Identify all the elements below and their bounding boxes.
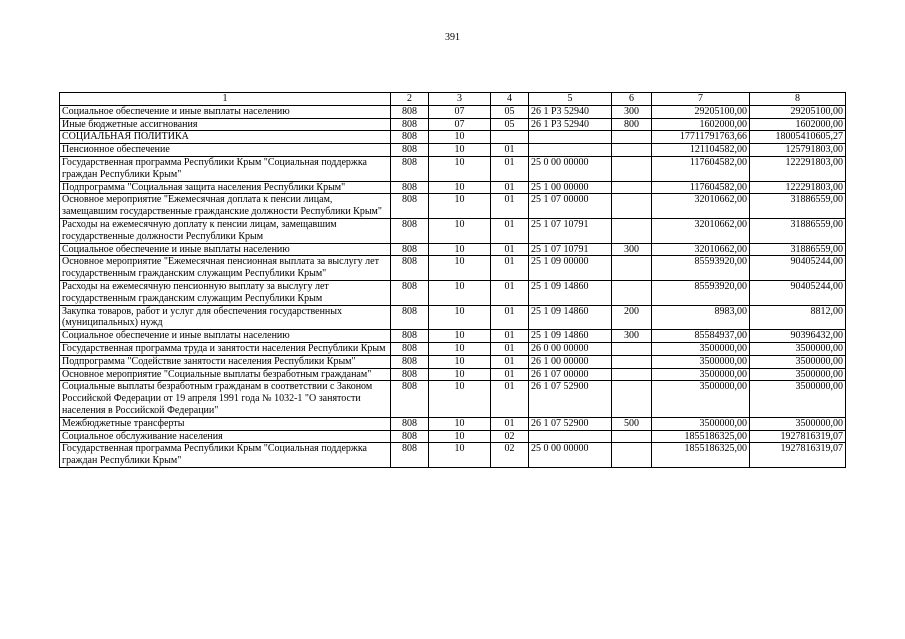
target-article-code (529, 131, 612, 144)
amount-col8: 18005410605,27 (750, 131, 846, 144)
amount-col7: 3500000,00 (652, 342, 750, 355)
subsection-code: 01 (491, 381, 529, 417)
table-row (60, 368, 846, 381)
amount-col8: 8812,00 (750, 305, 846, 330)
subsection-code: 05 (491, 118, 529, 131)
target-article-code: 26 1 00 00000 (529, 355, 612, 368)
subsection-code: 01 (491, 368, 529, 381)
target-article-code: 25 1 07 10791 (529, 218, 612, 243)
row-name: Расходы на ежемесячную пенсионную выплату за выслугу лет государственным гражданским служащим Республики Крым (60, 280, 391, 305)
table-row (60, 280, 846, 305)
amount-col7: 3500000,00 (652, 417, 750, 430)
amount-col7: 85584937,00 (652, 330, 750, 343)
admin-code: 808 (391, 355, 429, 368)
row-name: Пенсионное обеспечение (60, 144, 391, 157)
subsection-code: 01 (491, 280, 529, 305)
amount-col8: 3500000,00 (750, 342, 846, 355)
header-cell-8: 8 (750, 93, 846, 106)
amount-col7: 85593920,00 (652, 256, 750, 281)
subsection-code: 01 (491, 144, 529, 157)
section-code: 10 (429, 144, 491, 157)
table-row (60, 443, 846, 468)
table-row (60, 131, 846, 144)
expense-type-code (612, 181, 652, 194)
target-article-code: 26 1 Р3 52940 (529, 105, 612, 118)
section-code: 10 (429, 181, 491, 194)
section-code: 10 (429, 243, 491, 256)
admin-code: 808 (391, 256, 429, 281)
table-row (60, 144, 846, 157)
subsection-code: 01 (491, 156, 529, 181)
admin-code: 808 (391, 181, 429, 194)
admin-code: 808 (391, 218, 429, 243)
admin-code: 808 (391, 131, 429, 144)
admin-code: 808 (391, 430, 429, 443)
subsection-code: 01 (491, 355, 529, 368)
admin-code: 808 (391, 194, 429, 219)
row-name: Иные бюджетные ассигнования (60, 118, 391, 131)
budget-table (59, 92, 846, 468)
table-row (60, 342, 846, 355)
amount-col7: 3500000,00 (652, 368, 750, 381)
amount-col7: 3500000,00 (652, 381, 750, 417)
target-article-code: 26 0 00 00000 (529, 342, 612, 355)
row-name: Подпрограмма "Социальная защита населения Республики Крым" (60, 181, 391, 194)
target-article-code: 26 1 07 00000 (529, 368, 612, 381)
row-name: Расходы на ежемесячную доплату к пенсии лицам, замещавшим государственные должности Республики Крым (60, 218, 391, 243)
amount-col7: 3500000,00 (652, 355, 750, 368)
expense-type-code (612, 342, 652, 355)
row-name: Закупка товаров, работ и услуг для обеспечения государственных (муниципальных) нужд (60, 305, 391, 330)
expense-type-code (612, 443, 652, 468)
subsection-code: 01 (491, 243, 529, 256)
admin-code: 808 (391, 305, 429, 330)
page-number: 391 (445, 32, 460, 43)
header-cell-2: 2 (391, 93, 429, 106)
expense-type-code (612, 430, 652, 443)
subsection-code: 02 (491, 430, 529, 443)
expense-type-code: 300 (612, 105, 652, 118)
table-row (60, 330, 846, 343)
row-name: Социальное обслуживание населения (60, 430, 391, 443)
expense-type-code (612, 194, 652, 219)
amount-col8: 122291803,00 (750, 156, 846, 181)
target-article-code: 25 0 00 00000 (529, 156, 612, 181)
expense-type-code: 300 (612, 330, 652, 343)
expense-type-code: 500 (612, 417, 652, 430)
section-code: 10 (429, 368, 491, 381)
header-cell-6: 6 (612, 93, 652, 106)
row-name: Государственная программа Республики Крым "Социальная поддержка граждан Республики Крым" (60, 156, 391, 181)
amount-col8: 31886559,00 (750, 194, 846, 219)
amount-col7: 17711791763,66 (652, 131, 750, 144)
amount-col7: 85593920,00 (652, 280, 750, 305)
row-name: СОЦИАЛЬНАЯ ПОЛИТИКА (60, 131, 391, 144)
subsection-code: 01 (491, 256, 529, 281)
target-article-code (529, 144, 612, 157)
admin-code: 808 (391, 243, 429, 256)
row-name: Основное мероприятие "Социальные выплаты безработным гражданам" (60, 368, 391, 381)
admin-code: 808 (391, 144, 429, 157)
amount-col8: 125791803,00 (750, 144, 846, 157)
target-article-code: 26 1 07 52900 (529, 417, 612, 430)
amount-col8: 29205100,00 (750, 105, 846, 118)
expense-type-code (612, 156, 652, 181)
amount-col7: 1602000,00 (652, 118, 750, 131)
table-row (60, 118, 846, 131)
table-row (60, 105, 846, 118)
header-cell-1: 1 (60, 93, 391, 106)
target-article-code: 25 1 09 00000 (529, 256, 612, 281)
amount-col8: 3500000,00 (750, 381, 846, 417)
subsection-code: 01 (491, 305, 529, 330)
expense-type-code (612, 218, 652, 243)
row-name: Подпрограмма "Содействие занятости населения Республики Крым" (60, 355, 391, 368)
amount-col8: 1927816319,07 (750, 430, 846, 443)
header-cell-3: 3 (429, 93, 491, 106)
header-cell-4: 4 (491, 93, 529, 106)
amount-col8: 90405244,00 (750, 280, 846, 305)
amount-col8: 1602000,00 (750, 118, 846, 131)
amount-col7: 1855186325,00 (652, 443, 750, 468)
table-row (60, 355, 846, 368)
amount-col8: 31886559,00 (750, 243, 846, 256)
target-article-code: 26 1 Р3 52940 (529, 118, 612, 131)
table-header-row (60, 93, 846, 106)
expense-type-code (612, 280, 652, 305)
admin-code: 808 (391, 330, 429, 343)
target-article-code: 25 1 07 00000 (529, 194, 612, 219)
expense-type-code (612, 355, 652, 368)
section-code: 10 (429, 131, 491, 144)
amount-col7: 1855186325,00 (652, 430, 750, 443)
expense-type-code (612, 131, 652, 144)
subsection-code: 01 (491, 330, 529, 343)
amount-col7: 32010662,00 (652, 243, 750, 256)
expense-type-code: 200 (612, 305, 652, 330)
amount-col7: 32010662,00 (652, 194, 750, 219)
admin-code: 808 (391, 368, 429, 381)
expense-type-code (612, 381, 652, 417)
table-row (60, 218, 846, 243)
amount-col8: 122291803,00 (750, 181, 846, 194)
table-row (60, 430, 846, 443)
admin-code: 808 (391, 105, 429, 118)
section-code: 10 (429, 417, 491, 430)
row-name: Государственная программа Республики Крым "Социальная поддержка граждан Республики Крым" (60, 443, 391, 468)
table-row (60, 256, 846, 281)
amount-col7: 8983,00 (652, 305, 750, 330)
row-name: Социальные выплаты безработным гражданам в соответствии с Законом Российской Федерации от 19 апреля 1991 года № 1032-1 "О занятости населения в Российской Федерации" (60, 381, 391, 417)
amount-col8: 1927816319,07 (750, 443, 846, 468)
target-article-code: 25 1 09 14860 (529, 280, 612, 305)
table-row (60, 156, 846, 181)
target-article-code (529, 430, 612, 443)
section-code: 10 (429, 218, 491, 243)
target-article-code: 25 1 09 14860 (529, 305, 612, 330)
row-name: Межбюджетные трансферты (60, 417, 391, 430)
table-row (60, 381, 846, 417)
row-name: Основное мероприятие "Ежемесячная пенсионная выплата за выслугу лет государственным гражданским служащим Республики Крым" (60, 256, 391, 281)
subsection-code: 01 (491, 417, 529, 430)
expense-type-code (612, 144, 652, 157)
target-article-code: 25 1 00 00000 (529, 181, 612, 194)
section-code: 10 (429, 443, 491, 468)
row-name: Социальное обеспечение и иные выплаты населению (60, 243, 391, 256)
subsection-code: 01 (491, 194, 529, 219)
amount-col8: 31886559,00 (750, 218, 846, 243)
table-row (60, 181, 846, 194)
admin-code: 808 (391, 156, 429, 181)
row-name: Социальное обеспечение и иные выплаты населению (60, 105, 391, 118)
subsection-code: 02 (491, 443, 529, 468)
section-code: 10 (429, 280, 491, 305)
section-code: 10 (429, 305, 491, 330)
expense-type-code: 800 (612, 118, 652, 131)
admin-code: 808 (391, 280, 429, 305)
amount-col8: 3500000,00 (750, 355, 846, 368)
admin-code: 808 (391, 417, 429, 430)
expense-type-code: 300 (612, 243, 652, 256)
target-article-code: 26 1 07 52900 (529, 381, 612, 417)
section-code: 10 (429, 355, 491, 368)
admin-code: 808 (391, 342, 429, 355)
subsection-code: 05 (491, 105, 529, 118)
section-code: 10 (429, 381, 491, 417)
header-cell-5: 5 (529, 93, 612, 106)
table-row (60, 243, 846, 256)
section-code: 10 (429, 330, 491, 343)
expense-type-code (612, 256, 652, 281)
admin-code: 808 (391, 118, 429, 131)
amount-col7: 121104582,00 (652, 144, 750, 157)
section-code: 10 (429, 430, 491, 443)
amount-col8: 3500000,00 (750, 417, 846, 430)
amount-col7: 32010662,00 (652, 218, 750, 243)
section-code: 10 (429, 156, 491, 181)
row-name: Государственная программа труда и занятости населения Республики Крым (60, 342, 391, 355)
row-name: Социальное обеспечение и иные выплаты населению (60, 330, 391, 343)
table-row (60, 417, 846, 430)
subsection-code: 01 (491, 342, 529, 355)
admin-code: 808 (391, 443, 429, 468)
expense-type-code (612, 368, 652, 381)
amount-col7: 29205100,00 (652, 105, 750, 118)
subsection-code (491, 131, 529, 144)
table-row (60, 305, 846, 330)
amount-col8: 90405244,00 (750, 256, 846, 281)
amount-col7: 117604582,00 (652, 156, 750, 181)
amount-col8: 3500000,00 (750, 368, 846, 381)
table-row (60, 194, 846, 219)
section-code: 10 (429, 256, 491, 281)
subsection-code: 01 (491, 181, 529, 194)
amount-col8: 90396432,00 (750, 330, 846, 343)
header-cell-7: 7 (652, 93, 750, 106)
target-article-code: 25 1 09 14860 (529, 330, 612, 343)
section-code: 10 (429, 342, 491, 355)
subsection-code: 01 (491, 218, 529, 243)
section-code: 07 (429, 118, 491, 131)
section-code: 07 (429, 105, 491, 118)
admin-code: 808 (391, 381, 429, 417)
row-name: Основное мероприятие "Ежемесячная доплата к пенсии лицам, замещавшим государственные гражданские должности Республики Крым" (60, 194, 391, 219)
target-article-code: 25 1 07 10791 (529, 243, 612, 256)
amount-col7: 117604582,00 (652, 181, 750, 194)
target-article-code: 25 0 00 00000 (529, 443, 612, 468)
section-code: 10 (429, 194, 491, 219)
